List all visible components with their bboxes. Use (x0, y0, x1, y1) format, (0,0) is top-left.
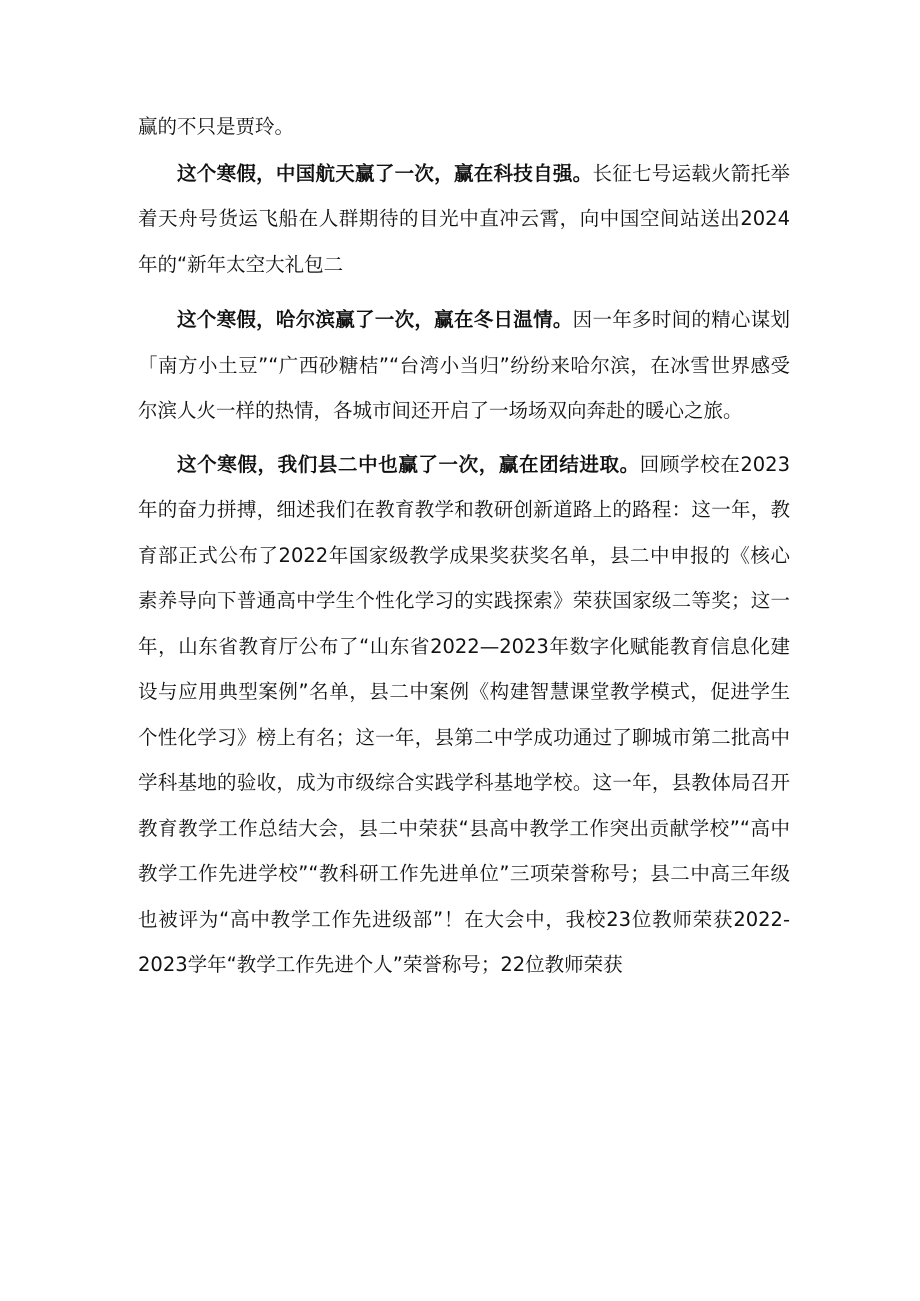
paragraph-lead: 这个寒假，中国航天赢了一次，赢在科技自强。 (177, 161, 593, 185)
paragraph-school (138, 442, 790, 988)
paragraph-body: 长征七号运载火箭托举着天舟号货运飞船在人群期待的目光中直冲云霄，向中国空间站送出2024年的“新年太空大礼包二 (138, 161, 790, 276)
paragraph-continuation (138, 104, 790, 150)
paragraph-harbin (138, 297, 790, 434)
paragraph-body: 赢的不只是贾玲。 (138, 115, 295, 138)
document-page (138, 104, 790, 988)
paragraph-body: 回顾学校在2023年的奋力拼搏，细述我们在教育教学和教研创新道路上的路程：这一年，教育部正式公布了2022年国家级教学成果奖获奖名单，县二中申报的《核心素养导向下普通高中学生个性化学习的实践探索》荣获国家级二等奖；这一年，山东省教育厅公布了“山东省2022—2023年数字化赋能教育信息化建设与应用典型案例”名单，县二中案例《构建智慧课堂教学模式，促进学生个性化学习》榜上有名；这一年，县第二中学成功通过了聊城市第二批高中学科基地的验收，成为市级综合实践学科基地学校。这一年，县教体局召开教育教学工作总结大会，县二中荣获“县高中教学工作突出贡献学校”“高中教学工作先进学校”“教科研工作先进单位”三项荣誉称号；县二中高三年级也被评为“高中教学工作先进级部”！在大会中，我校23位教师荣获2022-2023学年“教学工作先进个人”荣誉称号；22位教师荣获 (138, 452, 790, 976)
paragraph-body: 因一年多时间的精心谋划「南方小土豆”“广西砂糖桔”“台湾小当归”纷纷来哈尔滨，在冰雪世界感受尔滨人火一样的热情，各城市间还开启了一场场双向奔赴的暖心之旅。 (138, 308, 790, 422)
paragraph-aerospace (138, 151, 790, 288)
paragraph-lead: 这个寒假，我们县二中也赢了一次，赢在团结进取。 (177, 452, 640, 476)
paragraph-lead: 这个寒假，哈尔滨赢了一次，赢在冬日温情。 (177, 308, 573, 331)
